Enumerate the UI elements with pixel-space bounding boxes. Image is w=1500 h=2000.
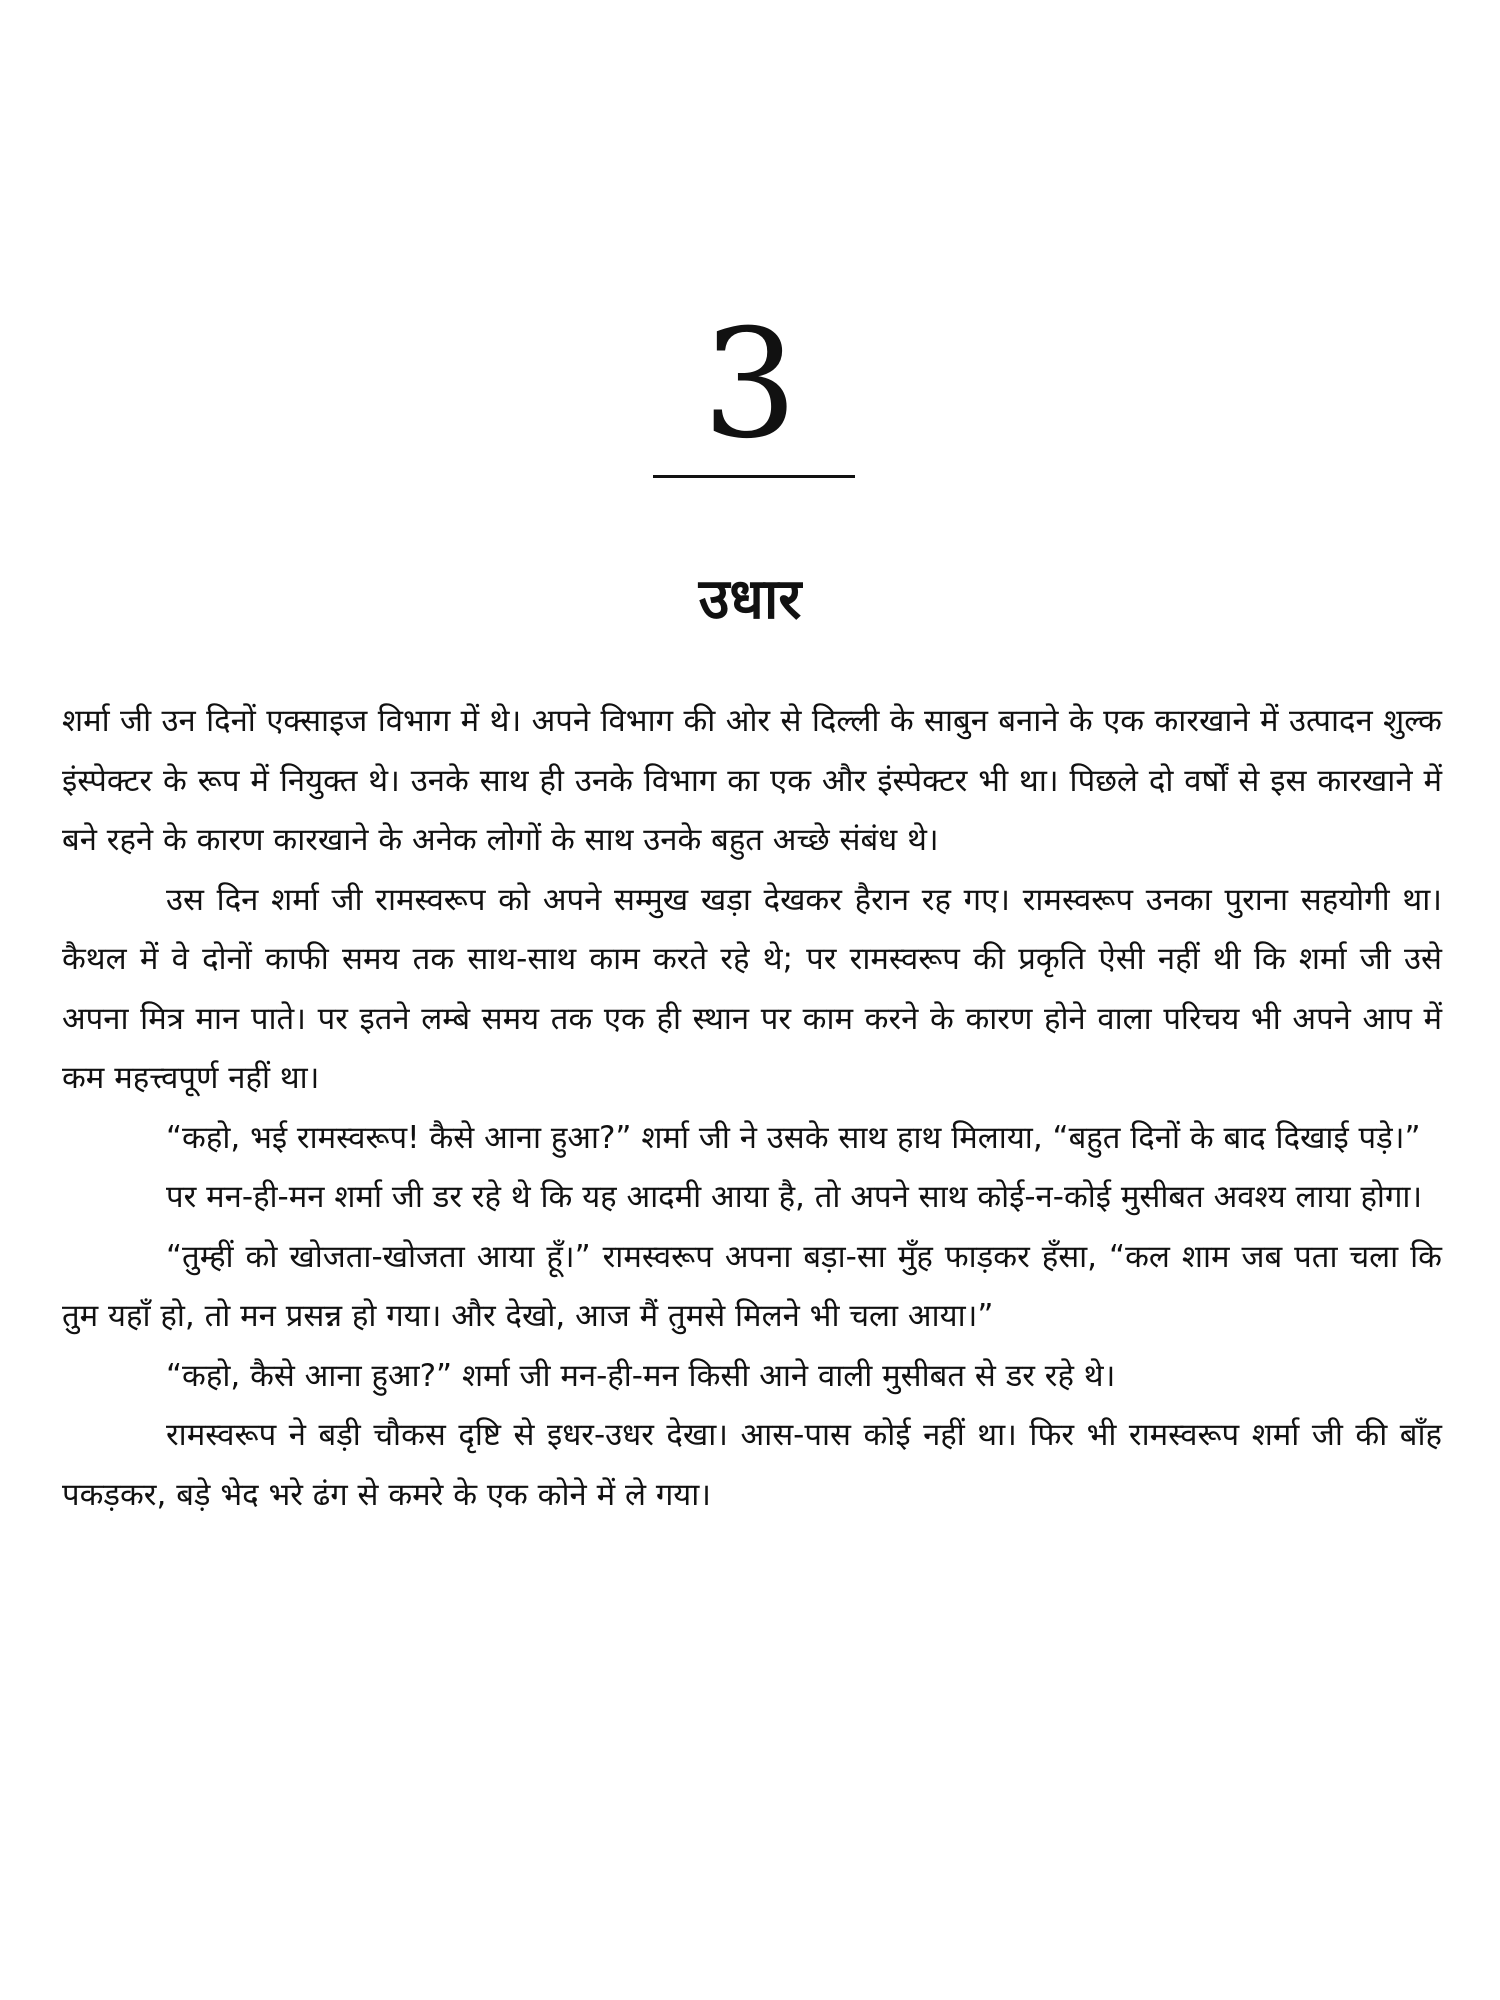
chapter-divider [653,475,855,478]
paragraph-4: पर मन-ही-मन शर्मा जी डर रहे थे कि यह आदमी आया है, तो अपने साथ कोई-न-कोई मुसीबत अवश्य लाया होगा। [166,1179,1423,1215]
chapter-title: उधार [698,567,802,632]
paragraph-3: “कहो, भई रामस्वरूप! कैसे आना हुआ?” शर्मा जी ने उसके साथ हाथ मिलाया, “बहुत दिनों के बाद दिखाई पड़े।” [166,1119,1421,1156]
chapter-body [62,692,1442,1525]
chapter-number: 3 [702,298,798,472]
paragraph-2: उस दिन शर्मा जी रामस्वरूप को अपने सम्मुख खड़ा देखकर हैरान रह गए। रामस्वरूप उनका पुराना सहयोगी था। कैथल में वे दोनों काफी समय तक साथ-साथ काम करते रहे थे; पर रामस्वरूप की प्रकृति ऐसी नहीं थी कि शर्मा जी उसे अपना मित्र मान पाते। पर इतने लम्बे समय तक एक ही स्थान पर काम करने के कारण होने वाला परिचय भी अपने आप में कम महत्त्वपूर्ण नहीं था। [62,881,1442,1096]
paragraph-7: रामस्वरूप ने बड़ी चौकस दृष्टि से इधर-उधर देखा। आस-पास कोई नहीं था। फिर भी रामस्वरूप शर्मा जी की बाँह पकड़कर, बड़े भेद भरे ढंग से कमरे के एक कोने में ले गया। [62,1417,1442,1513]
paragraph-5: “तुम्हीं को खोजता-खोजता आया हूँ।” रामस्वरूप अपना बड़ा-सा मुँह फाड़कर हँसा, “कल शाम जब पता चला कि तुम यहाँ हो, तो मन प्रसन्न हो गया। और देखो, आज मैं तुमसे मिलने भी चला आया।” [62,1238,1442,1334]
paragraph-6: “कहो, कैसे आना हुआ?” शर्मा जी मन-ही-मन किसी आने वाली मुसीबत से डर रहे थे। [166,1357,1116,1394]
paragraph-1: शर्मा जी उन दिनों एक्साइज विभाग में थे। अपने विभाग की ओर से दिल्ली के साबुन बनाने के एक कारखाने में उत्पादन शुल्क इंस्पेक्टर के रूप में नियुक्त थे। उनके साथ ही उनके विभाग का एक और इंस्पेक्टर भी था। पिछले दो वर्षों से इस कारखाने में बने रहने के कारण कारखाने के अनेक लोगों के साथ उनके बहुत अच्छे संबंध थे। [62,703,1442,858]
